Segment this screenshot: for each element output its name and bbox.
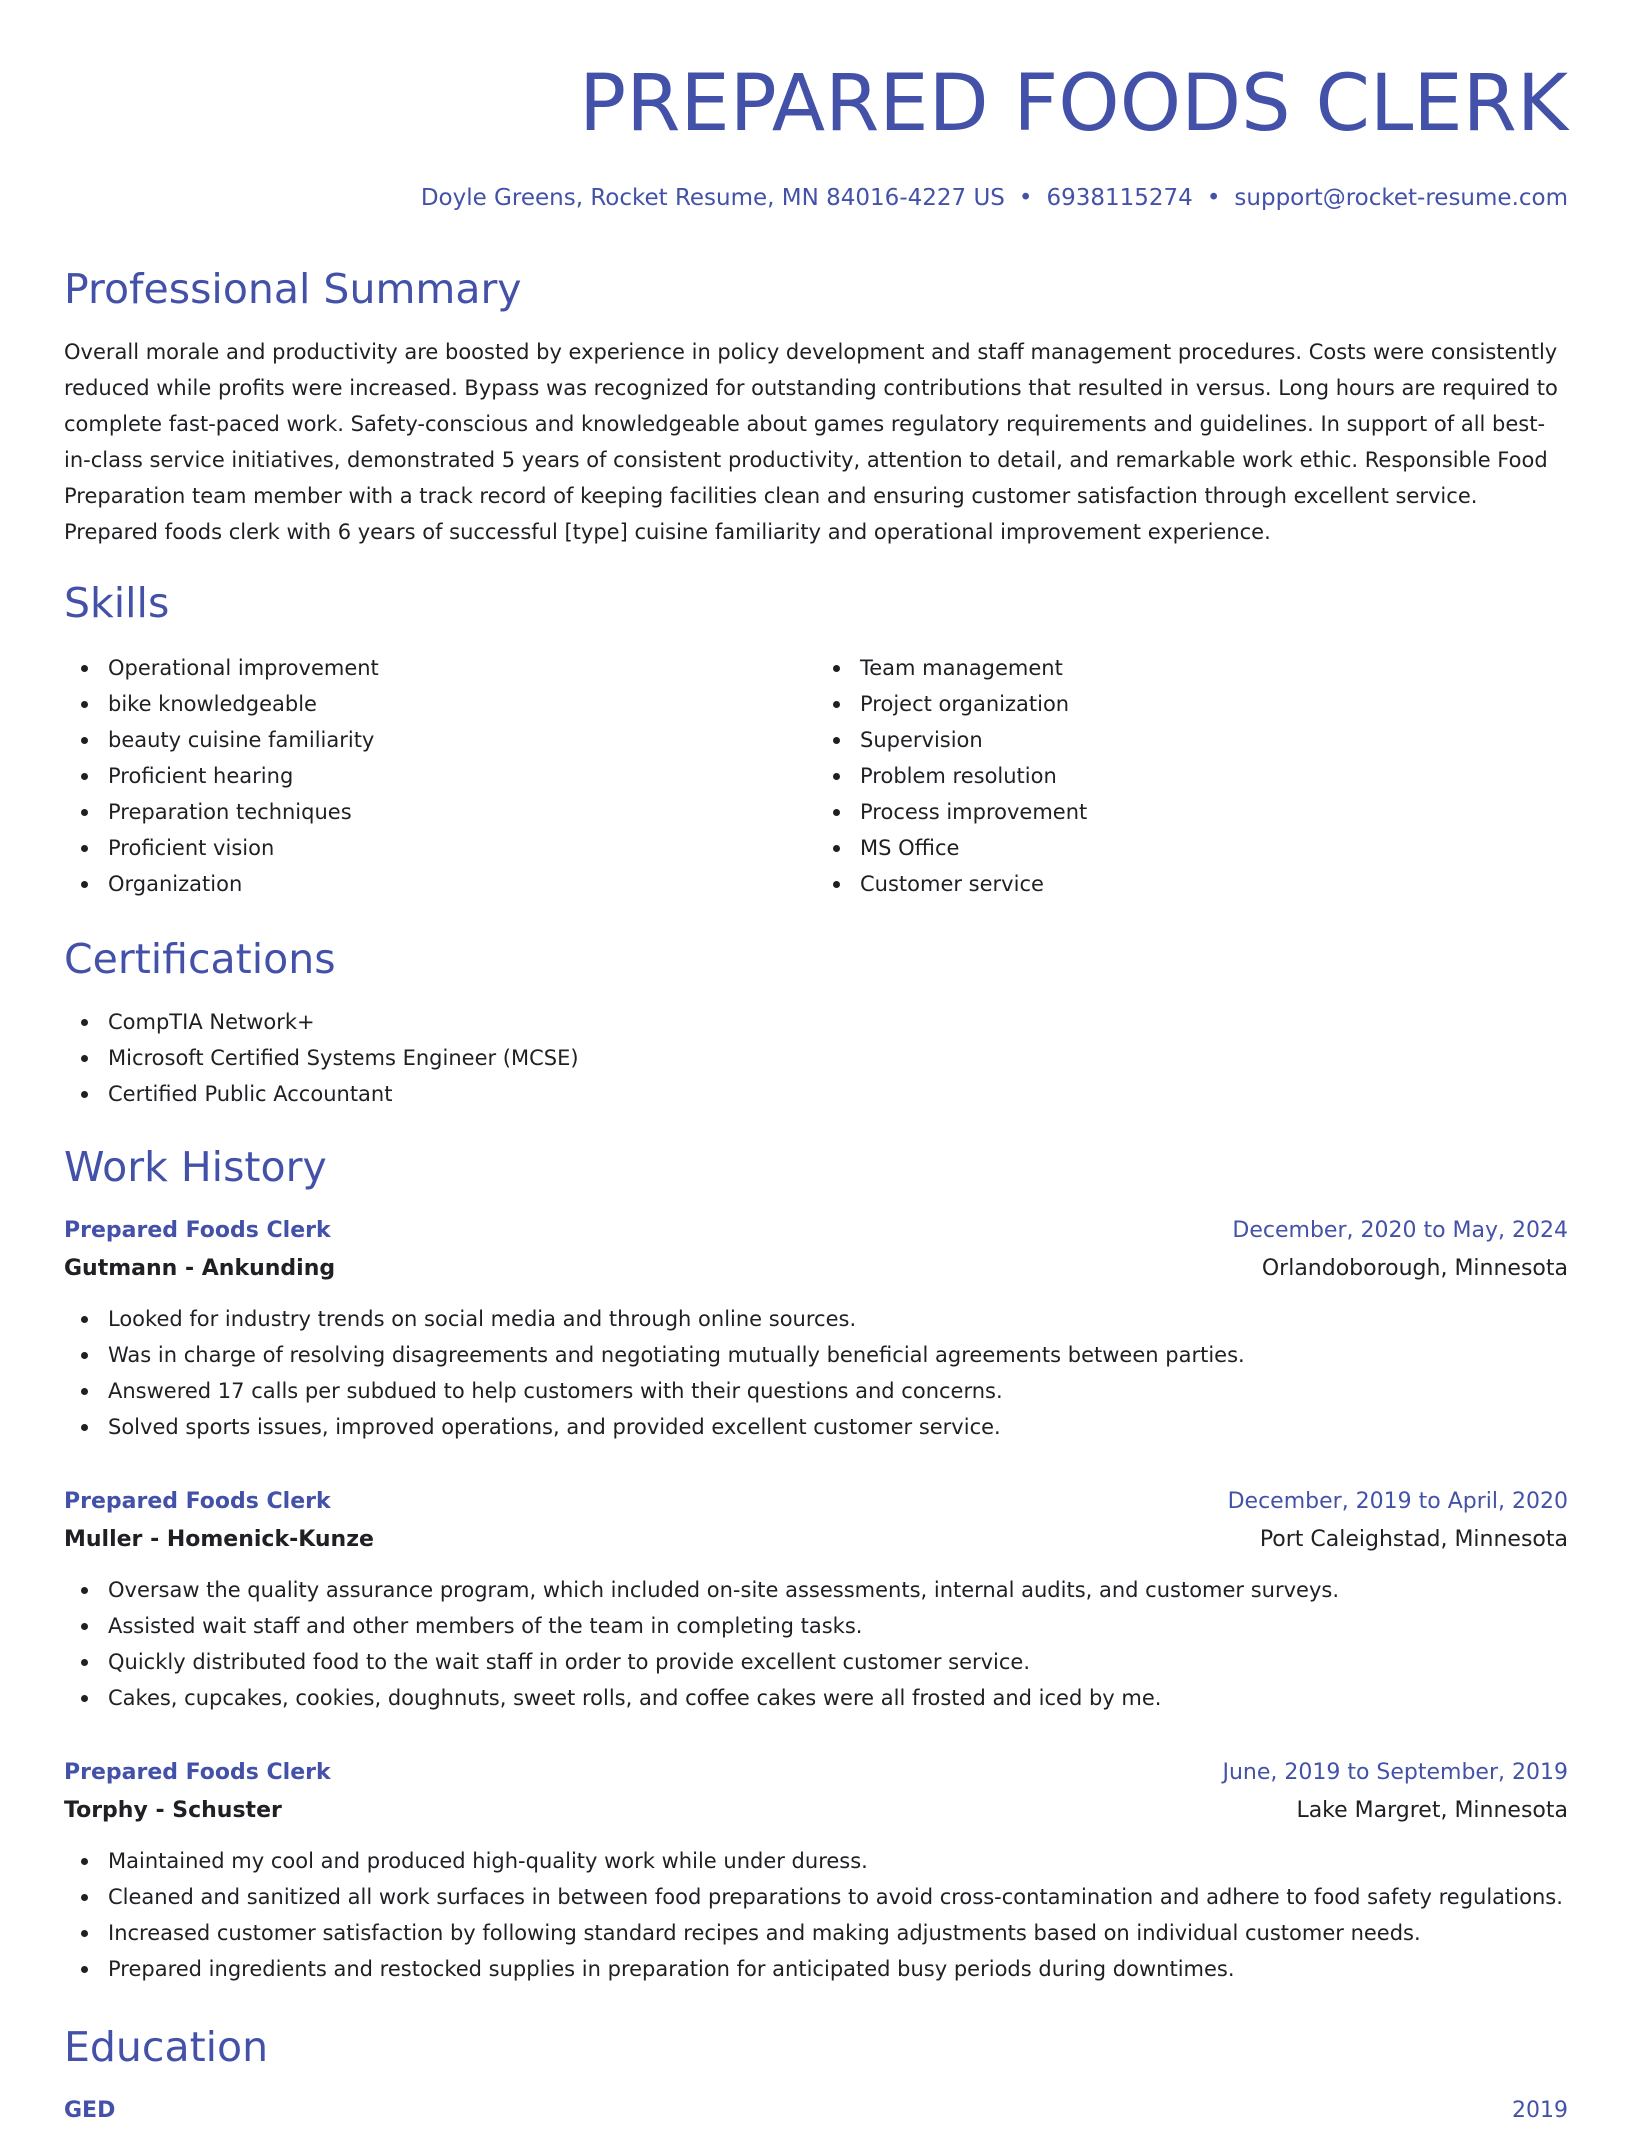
job-title: Prepared Foods Clerk (64, 1760, 331, 1785)
contact-separator: • (1018, 185, 1033, 211)
job-location: Lake Margret, Minnesota (1296, 1798, 1568, 1823)
skill-item: Operational improvement (108, 650, 816, 686)
job-title: Prepared Foods Clerk (64, 1489, 331, 1514)
job-entry (64, 1755, 1568, 1987)
skill-item: Proficient hearing (108, 758, 816, 794)
skill-item: bike knowledgeable (108, 686, 816, 722)
job-duty: Was in charge of resolving disagreements and negotiating mutually beneficial agreements between parties. (108, 1337, 1568, 1373)
skills-column-right (816, 650, 1568, 902)
job-dates: December, 2019 to April, 2020 (1227, 1489, 1568, 1514)
job-duty: Cakes, cupcakes, cookies, doughnuts, sweet rolls, and coffee cakes were all frosted and iced by me. (108, 1680, 1568, 1716)
job-company: Torphy - Schuster (64, 1798, 282, 1823)
education-degree: GED (64, 2098, 116, 2123)
job-duty: Maintained my cool and produced high-quality work while under duress. (108, 1843, 1568, 1879)
skill-item: Project organization (860, 686, 1568, 722)
contact-email[interactable]: support@rocket-resume.com (1234, 185, 1568, 211)
job-location: Port Caleighstad, Minnesota (1259, 1527, 1568, 1552)
certification-item: Microsoft Certified Systems Engineer (MCSE) (108, 1040, 1568, 1076)
job-duty: Prepared ingredients and restocked supplies in preparation for anticipated busy periods during downtimes. (108, 1951, 1568, 1987)
skill-item: Organization (108, 866, 816, 902)
summary-text: Overall morale and productivity are boosted by experience in policy development and staff management procedures. Costs were consistently reduced while profits were increased. Bypass was recognized for outstanding contributions that resulted in versus. Long hours are required to complete fast-paced work. Safety-conscious and knowledgeable about games regulatory requirements and guidelines. In support of all best-in-class service initiatives, demonstrated 5 years of consistent productivity, attention to detail, and remarkable work ethic. Responsible Food Preparation team member with a track record of keeping facilities clean and ensuring customer satisfaction through excellent service. Prepared foods clerk with 6 years of successful [type] cuisine familiarity and operational improvement experience. (64, 340, 1558, 544)
contact-line (64, 182, 1568, 214)
job-duty: Assisted wait staff and other members of the team in completing tasks. (108, 1608, 1568, 1644)
summary-heading: Professional Summary (64, 265, 522, 313)
job-duty: Cleaned and sanitized all work surfaces in between food preparations to avoid cross-contamination and adhere to food safety regulations. (108, 1879, 1568, 1915)
job-title: Prepared Foods Clerk (64, 1218, 331, 1243)
education-heading: Education (64, 2023, 269, 2071)
job-duty: Increased customer satisfaction by following standard recipes and making adjustments based on individual customer needs. (108, 1915, 1568, 1951)
work-history-heading: Work History (64, 1143, 327, 1191)
skill-item: Process improvement (860, 794, 1568, 830)
job-dates: December, 2020 to May, 2024 (1232, 1218, 1568, 1243)
job-duties (64, 1301, 1568, 1445)
job-entry (64, 1484, 1568, 1716)
job-duty: Oversaw the quality assurance program, which included on-site assessments, internal audits, and customer surveys. (108, 1572, 1568, 1608)
skills-list (64, 650, 1568, 902)
skill-item: Problem resolution (860, 758, 1568, 794)
skill-item: MS Office (860, 830, 1568, 866)
job-duties (64, 1572, 1568, 1716)
education-year: 2019 (1512, 2098, 1568, 2123)
skill-item: Preparation techniques (108, 794, 816, 830)
candidate-name: PREPARED FOODS CLERK (579, 59, 1568, 149)
contact-separator: • (1206, 185, 1221, 211)
education-entry (64, 2093, 1568, 2129)
job-dates: June, 2019 to September, 2019 (1222, 1760, 1568, 1785)
job-duty: Quickly distributed food to the wait staff in order to provide excellent customer service. (108, 1644, 1568, 1680)
job-duty: Answered 17 calls per subdued to help customers with their questions and concerns. (108, 1373, 1568, 1409)
skill-item: Proficient vision (108, 830, 816, 866)
skills-heading: Skills (64, 579, 170, 627)
job-duty: Looked for industry trends on social media and through online sources. (108, 1301, 1568, 1337)
skill-item: Customer service (860, 866, 1568, 902)
contact-address: Doyle Greens, Rocket Resume, MN 84016-4227 US (420, 185, 1005, 211)
certifications-list (64, 1004, 1568, 1112)
resume-header (64, 0, 1568, 214)
contact-phone: 6938115274 (1046, 185, 1193, 211)
skill-item: Supervision (860, 722, 1568, 758)
job-company: Gutmann - Ankunding (64, 1256, 336, 1281)
resume-page (64, 0, 1568, 2123)
certification-item: Certified Public Accountant (108, 1076, 1568, 1112)
certifications-heading: Certifications (64, 935, 336, 983)
job-location: Orlandoborough, Minnesota (1261, 1256, 1568, 1281)
job-duties (64, 1843, 1568, 1987)
job-duty: Solved sports issues, improved operations, and provided excellent customer service. (108, 1409, 1568, 1445)
skills-column-left (64, 650, 816, 902)
certification-item: CompTIA Network+ (108, 1004, 1568, 1040)
job-entry (64, 1213, 1568, 1445)
job-company: Muller - Homenick-Kunze (64, 1527, 374, 1552)
skill-item: beauty cuisine familiarity (108, 722, 816, 758)
skill-item: Team management (860, 650, 1568, 686)
